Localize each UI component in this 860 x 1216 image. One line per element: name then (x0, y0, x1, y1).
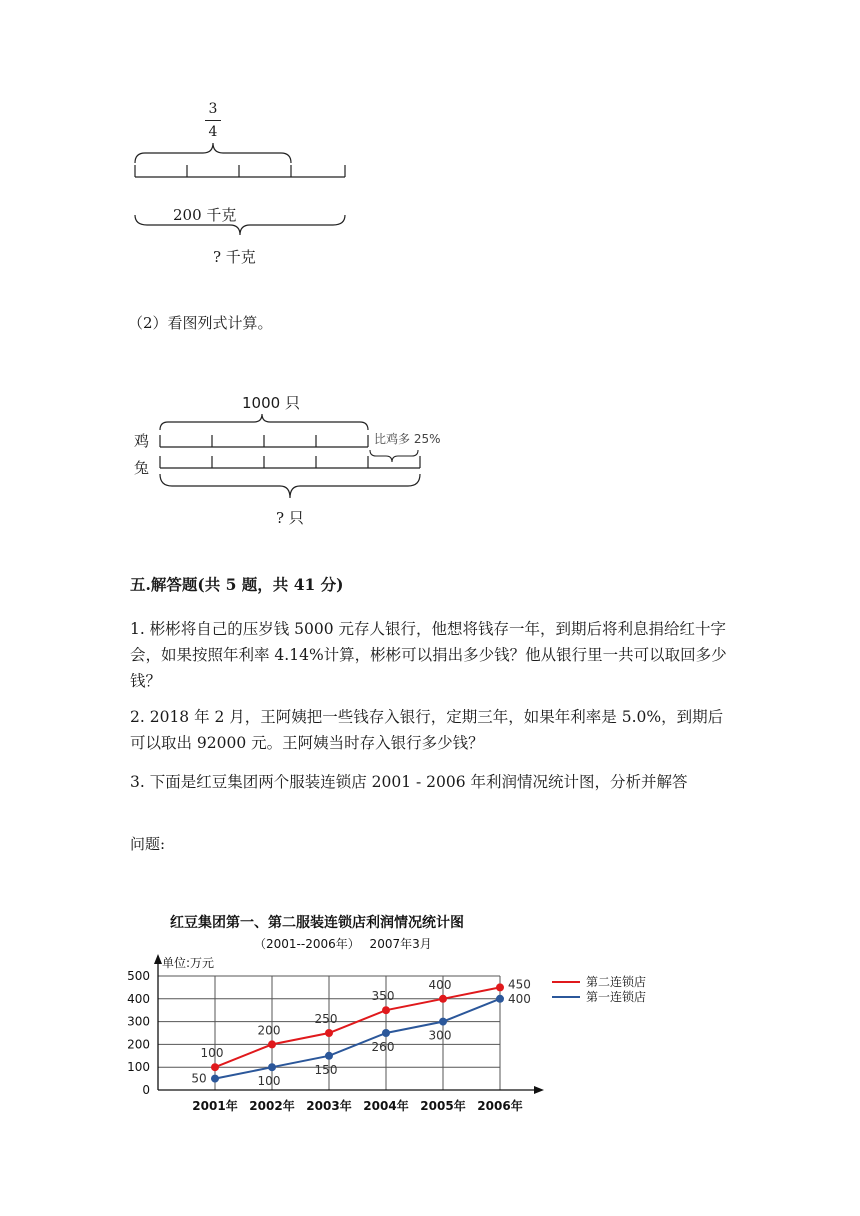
brace-chicken (160, 414, 368, 430)
data-point (211, 1063, 219, 1071)
section-heading: 五.解答题(共 5 题，共 41 分) (130, 575, 344, 594)
data-label: 200 (257, 1023, 281, 1038)
label-part: 200 千克 (173, 206, 237, 224)
y-tick-label: 200 (127, 1037, 150, 1052)
x-tick-label: 2006年 (477, 1099, 523, 1113)
x-tick-label: 2002年 (249, 1099, 295, 1113)
question-3: 3. 下面是红豆集团两个服装连锁店 2001 - 2006 年利润情况统计图，分析并解答 (130, 773, 688, 791)
data-point (268, 1063, 276, 1071)
y-axis-label: 单位:万元 (162, 956, 215, 970)
label-total: ? 千克 (213, 248, 256, 266)
question-2: 2. 2018 年 2 月，王阿姨把一些钱存入银行，定期三年，如果年利率是 5.0%，到期后可以取出 92000 元。王阿姨当时存入银行多少钱？ (130, 708, 724, 752)
data-label: 250 (314, 1012, 338, 1026)
question-3-continuation: 问题: (130, 835, 166, 853)
q2-prompt: （2）看图列式计算。 (128, 314, 273, 332)
brace-more (370, 450, 418, 462)
data-label: 100 (200, 1046, 224, 1061)
chart-title: 红豆集团第一、第二服装连锁店利润情况统计图 (170, 915, 464, 931)
question-1: 1. 彬彬将自己的压岁钱 5000 元存人银行，他想将钱存一年，到期后将利息捐给红十字会，如果按照年利率 4.14%计算，彬彬可以捐出多少钱？他从银行里一共可以取回多少钱？ (130, 620, 727, 690)
series-line-2 (215, 999, 500, 1079)
data-point (439, 1018, 447, 1026)
diagram-weight (125, 95, 365, 275)
x-tick-label: 2005年 (420, 1099, 466, 1113)
y-axis-arrow (154, 954, 162, 964)
data-point (439, 995, 447, 1003)
brace-top (135, 143, 291, 163)
data-point (325, 1029, 333, 1037)
y-tick-label: 0 (142, 1083, 150, 1097)
data-label: 400 (508, 991, 531, 1006)
brace-total (160, 474, 420, 498)
brace-bottom (135, 215, 345, 235)
profit-line-chart (120, 900, 680, 1130)
chart-subtitle: （2001--2006年） 2007年3月 (254, 937, 432, 951)
fraction-numerator: 3 (208, 101, 218, 117)
x-axis-arrow (534, 1086, 544, 1094)
legend-label: 第二连锁店 (586, 975, 647, 989)
x-tick-label: 2003年 (306, 1099, 352, 1113)
label-rabbit: 兔 (134, 459, 150, 477)
data-label: 150 (314, 1062, 338, 1077)
data-label: 450 (508, 977, 531, 992)
y-tick-label: 400 (127, 991, 150, 1006)
label-more: 比鸡多 25% (374, 432, 441, 446)
x-tick-label: 2001年 (192, 1099, 238, 1113)
data-label: 350 (371, 989, 395, 1004)
diagram-animals-lines (130, 390, 460, 530)
x-tick-label: 2004年 (363, 1099, 409, 1113)
data-label: 100 (257, 1074, 281, 1089)
diagram-animals (130, 390, 460, 530)
data-point (325, 1052, 333, 1060)
label-total-animals: ? 只 (276, 509, 304, 527)
data-point (211, 1075, 219, 1083)
data-label: 300 (428, 1028, 452, 1043)
data-label: 400 (428, 977, 452, 992)
data-label: 50 (191, 1071, 207, 1086)
legend-label: 第一连锁店 (586, 990, 647, 1004)
y-tick-label: 500 (127, 969, 150, 983)
data-label: 260 (371, 1040, 395, 1054)
label-chicken: 鸡 (134, 432, 150, 450)
fraction-denominator: 4 (208, 124, 218, 140)
y-tick-label: 100 (127, 1060, 150, 1075)
data-point (496, 995, 504, 1003)
data-point (382, 1029, 390, 1037)
y-tick-label: 300 (127, 1014, 150, 1029)
data-point (496, 983, 504, 991)
data-point (382, 1006, 390, 1014)
label-top: 1000 只 (242, 394, 300, 412)
data-point (268, 1040, 276, 1048)
